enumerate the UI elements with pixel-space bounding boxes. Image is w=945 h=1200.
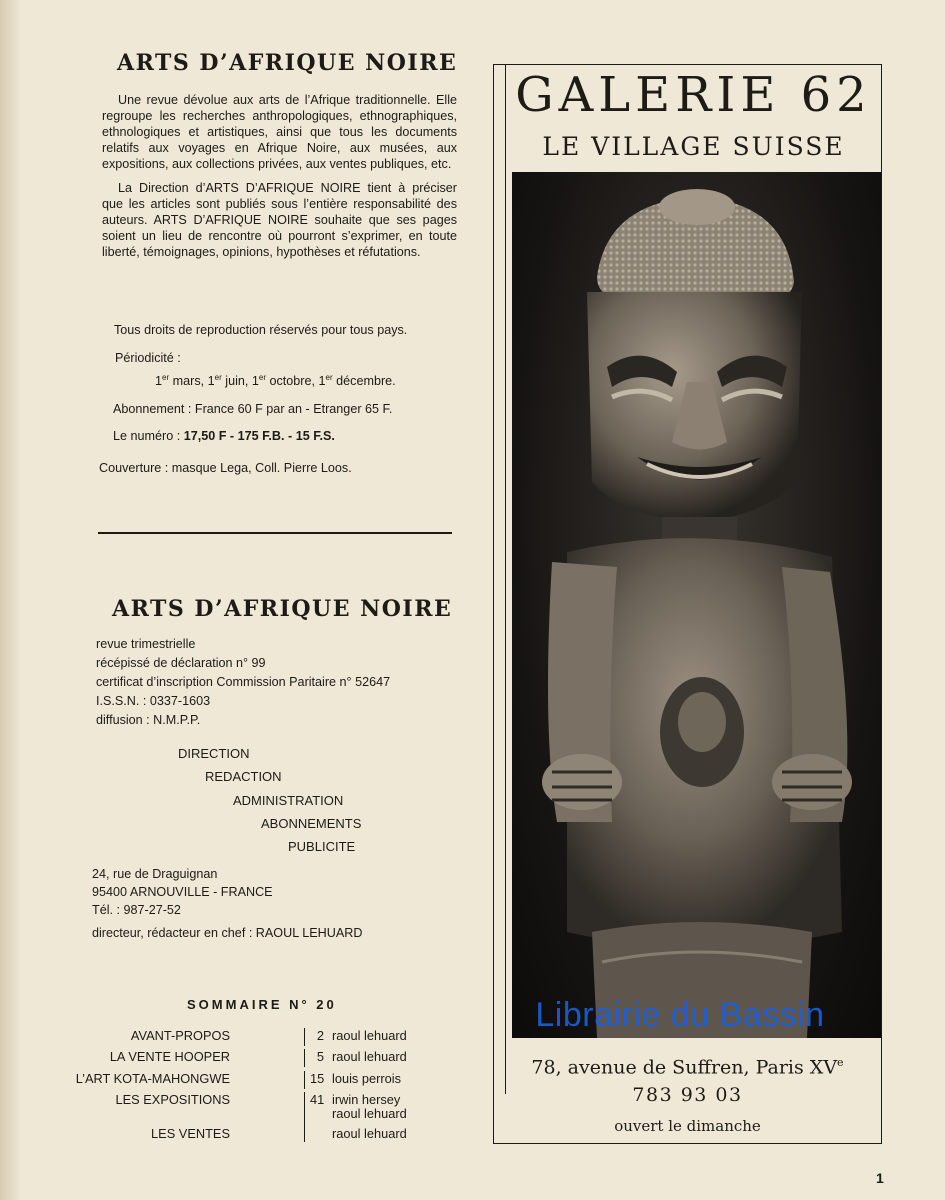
- masthead-line: I.S.S.N. : 0337-1603: [96, 694, 211, 708]
- toc-author: raoul lehuard: [332, 1028, 407, 1043]
- dept-abonnements: ABONNEMENTS: [261, 816, 362, 831]
- dept-administration: ADMINISTRATION: [233, 793, 344, 808]
- toc-author: irwin hersey: [332, 1092, 401, 1107]
- dept-direction: DIRECTION: [178, 746, 250, 761]
- intro-paragraph-1: Une revue dévolue aux arts de l’Afrique traditionnelle. Elle regroupe les recherches anthropologiques, ethnographiques, ethnologiques et artistiques, ainsi que tous les documents relatifs aux voyages en Afrique Noire, aux musées, aux expositions, aux collections privées, aux ventes publiques, etc.: [102, 93, 457, 171]
- sommaire-title: SOMMAIRE N° 20: [187, 997, 337, 1012]
- gallery-address: 78, avenue de Suffren, Paris XVe: [531, 1056, 844, 1079]
- masthead-title: ARTS D’AFRIQUE NOIRE: [112, 596, 453, 622]
- toc-page-number: 2: [316, 1028, 324, 1043]
- masthead-line: récépissé de déclaration n° 99: [96, 656, 266, 670]
- masthead-line: diffusion : N.M.P.P.: [96, 713, 201, 727]
- address-line: Tél. : 987-27-52: [92, 903, 181, 917]
- toc-row: [75, 1071, 420, 1089]
- toc-page-number: 15: [310, 1071, 325, 1086]
- toc-author: raoul lehuard: [332, 1049, 407, 1064]
- gallery-phone: 783 93 03: [632, 1084, 743, 1106]
- periodicity-label: Périodicité :: [115, 351, 181, 365]
- toc-separator: [304, 1092, 305, 1122]
- toc-article-title: L’ART KOTA-MAHONGWE: [75, 1071, 230, 1086]
- gallery-opening-hours: ouvert le dimanche: [614, 1117, 761, 1135]
- rights-line: Tous droits de reproduction réservés pour tous pays.: [114, 323, 408, 337]
- toc-row: [120, 1126, 420, 1144]
- toc-separator: [304, 1049, 305, 1067]
- address-line: 95400 ARNOUVILLE - FRANCE: [92, 885, 273, 899]
- issue-price-line: Le numéro : 17,50 F - 175 F.B. - 15 F.S.: [113, 429, 335, 443]
- toc-separator: [304, 1071, 305, 1089]
- toc-article-title: LES VENTES: [151, 1126, 230, 1141]
- toc-article-title: LES EXPOSITIONS: [115, 1092, 230, 1107]
- sculpture-photo: [512, 172, 881, 1038]
- gallery-name: GALERIE 62: [515, 67, 872, 123]
- dept-redaction: REDACTION: [205, 769, 282, 784]
- masthead-line: certificat d’inscription Commission Paritaire n° 52647: [96, 675, 391, 689]
- bookseller-watermark: Librairie du Bassin: [535, 996, 825, 1034]
- toc-article-title: LA VENTE HOOPER: [109, 1049, 230, 1064]
- cover-credit: Couverture : masque Lega, Coll. Pierre Loos.: [99, 461, 352, 475]
- periodicity-dates: 1er mars, 1er juin, 1er octobre, 1er décembre.: [155, 373, 396, 389]
- toc-separator: [304, 1122, 305, 1142]
- masthead-line: revue trimestrielle: [96, 637, 196, 651]
- subscription-line: Abonnement : France 60 F par an - Etranger 65 F.: [113, 402, 393, 416]
- section-divider: [98, 532, 452, 534]
- toc-author-secondary: raoul lehuard: [332, 1106, 407, 1121]
- toc-row: [109, 1049, 420, 1067]
- page-gutter-shadow: [0, 0, 22, 1200]
- toc-page-number: 41: [310, 1092, 325, 1107]
- toc-page-number: 5: [316, 1049, 324, 1064]
- toc-separator: [304, 1028, 305, 1046]
- address-line: 24, rue de Draguignan: [92, 867, 218, 881]
- publisher-address: [92, 865, 273, 919]
- masthead-info: [96, 635, 390, 730]
- intro-paragraph-2: La Direction d’ARTS D’AFRIQUE NOIRE tient à préciser que les articles sont publiés sous l’entière responsabilité des auteurs. ARTS D’AFRIQUE NOIRE souhaite que ses pages soient un lieu de rencontre où pourront s’exprimer, en toute liberté, témoignages, opinions, hypothèses et réfutations.: [102, 181, 457, 259]
- dept-publicite: PUBLICITE: [288, 839, 356, 854]
- toc-author: raoul lehuard: [332, 1126, 407, 1141]
- toc-row: [115, 1092, 420, 1122]
- intro-text-block: [102, 92, 457, 268]
- toc-row: [120, 1028, 420, 1046]
- page-number: 1: [876, 1170, 884, 1186]
- toc-author: louis perrois: [332, 1071, 401, 1086]
- carved-figure-illustration: [512, 172, 881, 1038]
- intro-title: ARTS D’AFRIQUE NOIRE: [117, 50, 458, 76]
- director-line: directeur, rédacteur en chef : RAOUL LEHUARD: [92, 926, 363, 940]
- gallery-subtitle: LE VILLAGE SUISSE: [542, 132, 845, 161]
- toc-article-title: AVANT-PROPOS: [130, 1028, 230, 1043]
